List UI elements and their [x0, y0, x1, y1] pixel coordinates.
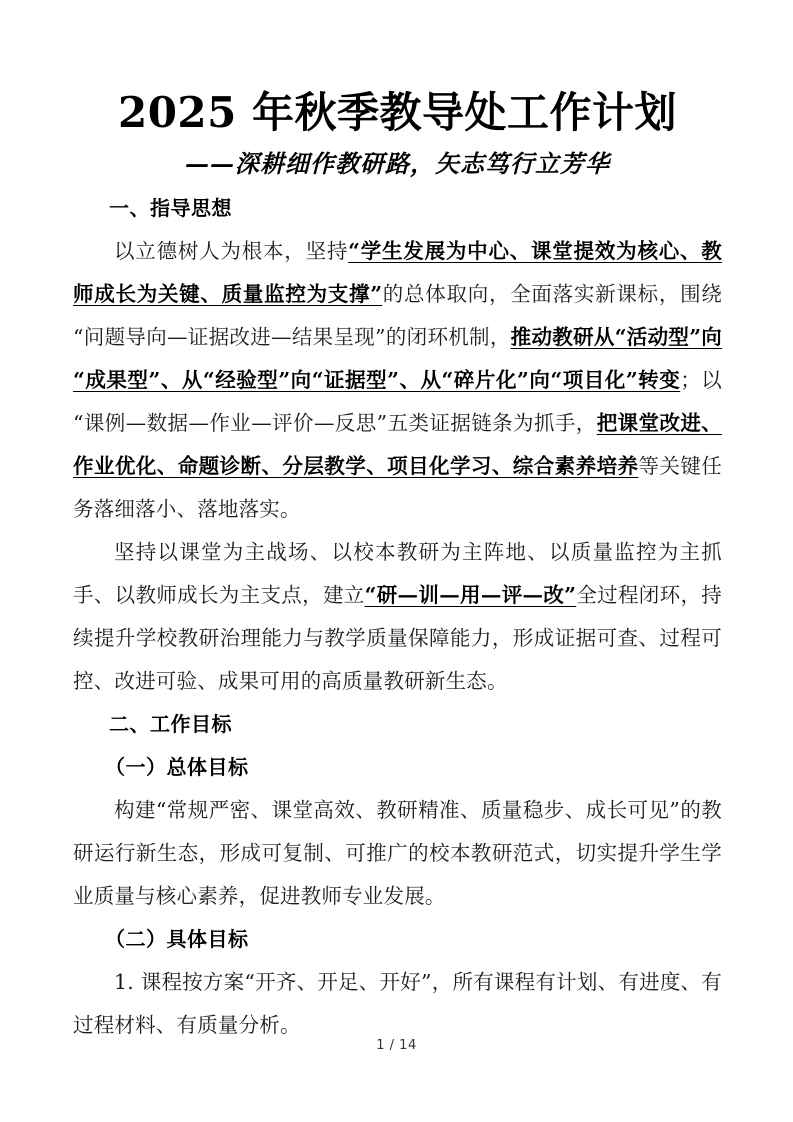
- text-run: ；以“课例—数据—作业—评价—反思”五类证据链条为抓手，: [73, 367, 723, 435]
- paragraph-2-2-1: [73, 961, 722, 1047]
- text-run: 等关键任务落细落小、落地落实。: [73, 453, 722, 521]
- text-run: 1. 课程按方案“开齐、开足、开好”，所有课程有计划、有进度、有过程材料、有质量分析。: [73, 969, 722, 1037]
- subsection-heading-2-2: （二）具体目标: [105, 926, 249, 951]
- subsection-heading-2-1: （一）总体目标: [105, 754, 249, 779]
- paragraph-1-2: [73, 531, 722, 703]
- paragraph-2-1-1: [73, 789, 722, 918]
- text-run: 坚持以课堂为主战场、以校本教研为主阵地、以质量监控为主抓手、以教师成长为主支点，建立: [73, 539, 722, 607]
- text-run: 以立德树人为根本，坚持: [114, 238, 349, 263]
- section-heading-1: 一、指导思想: [109, 195, 232, 220]
- document-body: [73, 0, 722, 1047]
- text-run: 全过程闭环，持续提升学校教研治理能力与教学质量保障能力，形成证据可查、过程可控、改进可验、成果可用的高质量教研新生态。: [73, 582, 722, 693]
- text-run: 构建“常规严密、课堂高效、教研精准、质量稳步、成长可见”的教研运行新生态，形成可复制、可推广的校本教研范式，切实提升学生学业质量与核心素养，促进教师专业发展。: [73, 797, 722, 908]
- emphasised-text-run: 推动教研从“活动型”向“成果型”、从“经验型”向“证据型”、从“碎片化”向“项目化”转变: [73, 324, 722, 392]
- document-subtitle: ——深耕细作教研路，矢志笃行立芳华: [185, 148, 610, 178]
- section-heading-2: 二、工作目标: [109, 711, 232, 736]
- text-run: 的总体取向，全面落实新课标，围绕“问题导向—证据改进—结果呈现”的闭环机制，: [73, 281, 722, 349]
- title-spacer: [73, 179, 722, 187]
- emphasised-text-run: “学生发展为中心、课堂提效为核心、教师成长为关键、质量监控为支撑”: [73, 238, 723, 306]
- emphasised-text-run: 把课堂改进、作业优化、命题诊断、分层教学、项目化学习、综合素养培养: [73, 410, 722, 478]
- page-number-footer: 1 / 14: [376, 1038, 417, 1053]
- emphasised-text-run: “研—训—用—评—改”: [364, 582, 577, 607]
- document-title: 2025 年秋季教导处工作计划: [117, 88, 678, 137]
- paragraph-1-1: [73, 230, 722, 531]
